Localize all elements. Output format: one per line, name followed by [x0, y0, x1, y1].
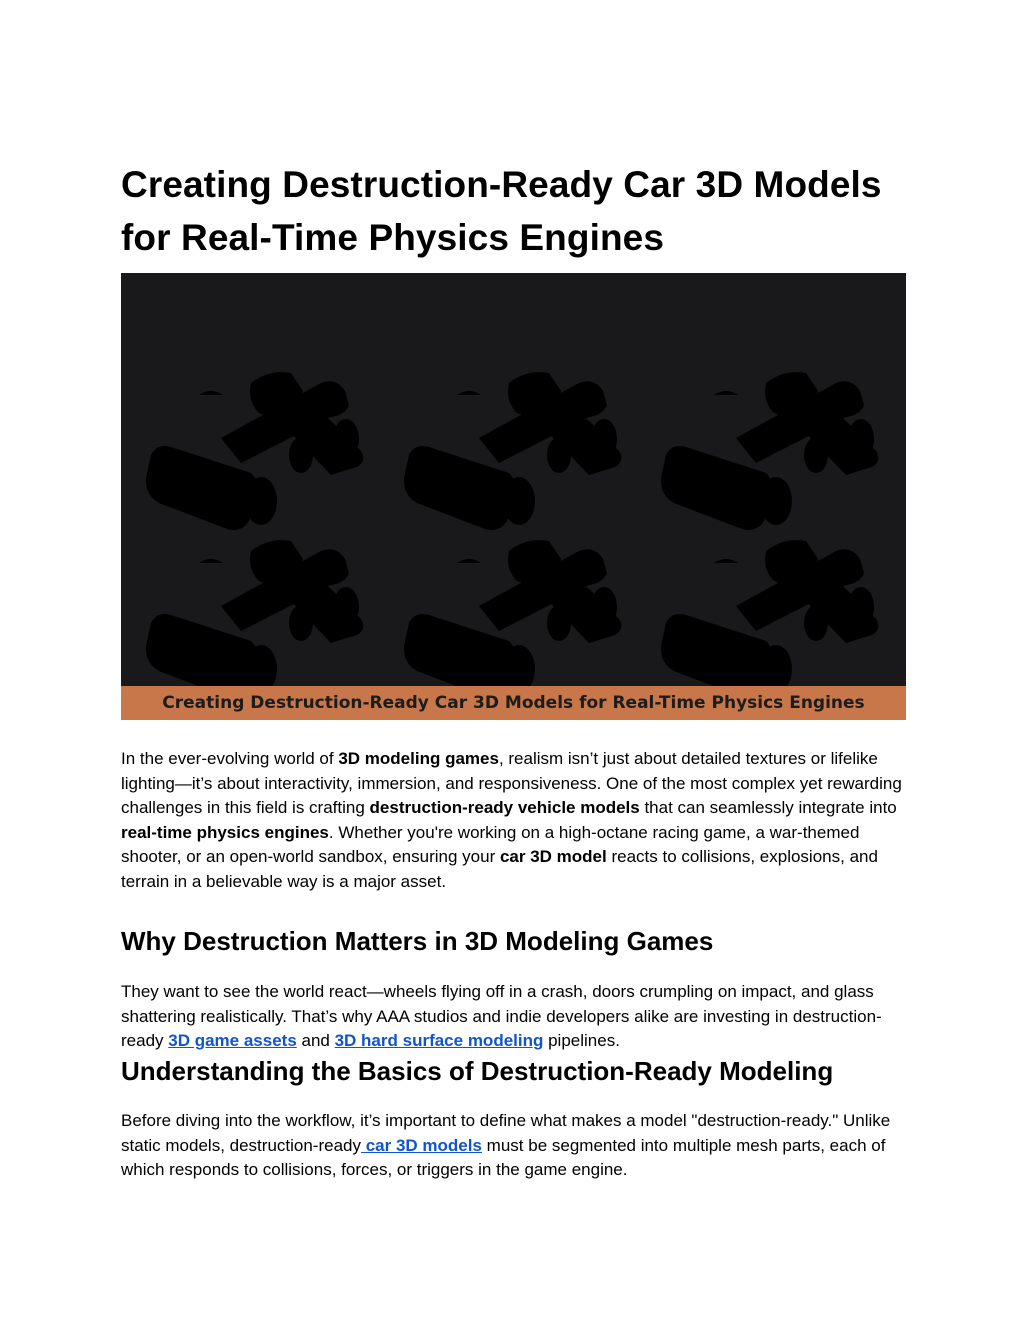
bold-real-time-physics-engines: real-time physics engines [121, 822, 329, 842]
bold-3d-modeling-games: 3D modeling games [338, 749, 499, 768]
hero-image [121, 273, 906, 720]
hero-banner: Creating Destruction-Ready Car 3D Models for Real-Time Physics Engines [121, 686, 906, 720]
kart-mask-map [404, 540, 621, 686]
link-3d-hard-surface-modeling[interactable]: 3D hard surface modeling [334, 1031, 544, 1050]
bold-destruction-ready-vehicle-models: destruction-ready vehicle models [369, 798, 640, 817]
kart-normal-map [404, 372, 621, 530]
link-3d-game-assets[interactable]: 3D game assets [168, 1031, 297, 1050]
section-heading-understanding-basics: Understanding the Basics of Destruction-Ready Modeling [121, 1056, 834, 1086]
bold-car-3d-model: car 3D model [499, 847, 607, 866]
intro-paragraph: In the ever-evolving world of 3D modeling games, realism isn’t just about detailed textures or lifelike lighting—it’s about interactivity, immersion, and responsiveness. One of the most complex yet rewarding challenges in this field is crafting destruction-ready vehicle models that can seamlessly integrate into real-time physics engines. Whether you're working on a high-octane racing game, a war-themed shooter, or an open-world sandbox, ensuring your car 3D model reacts to collisions, explosions, and terrain in a believable way is a major asset. [121, 749, 902, 891]
kart-roughness-map [661, 372, 878, 530]
go-kart-renders [121, 273, 906, 686]
section2-paragraph: Before diving into the workflow, it’s important to define what makes a model "destruction-ready." Unlike static models, destruction-ready car 3D models must be segmented into multiple mesh parts, each of which responds to collisions, forces, or triggers in the game engine. [121, 1111, 891, 1179]
kart-wireframe [146, 372, 363, 530]
kart-ambient-occlusion [146, 540, 363, 686]
section-heading-why-destruction: Why Destruction Matters in 3D Modeling Games [121, 926, 714, 956]
section1-paragraph: They want to see the world react—wheels flying off in a crash, doors crumpling on impact, and glass shattering realistically. That’s why AAA studios and indie developers alike are investing in destruction-ready 3D game assets and 3D hard surface modeling pipelines. [121, 982, 882, 1050]
link-car-3d-models[interactable]: car 3D models [361, 1135, 482, 1155]
kart-rendered [661, 540, 878, 686]
page-title: Creating Destruction-Ready Car 3D Models for Real-Time Physics Engines [121, 164, 882, 258]
